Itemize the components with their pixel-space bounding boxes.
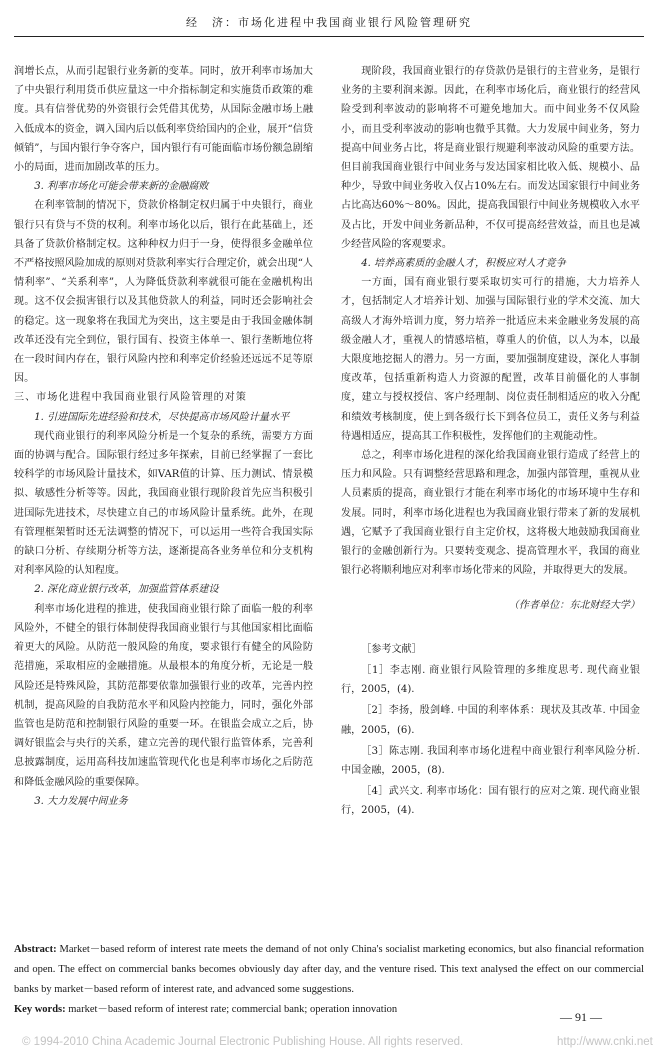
reference-item: ［1］李志刚. 商业银行风险管理的多维度思考. 现代商业银行，2005，(4). [341, 664, 640, 696]
english-abstract [14, 940, 644, 1020]
references [341, 640, 640, 821]
section-subheading: 3. 利率市场化可能会带来新的金融腐败 [34, 181, 209, 193]
paragraph: 润增长点，从而引起银行业务新的变革。同时，放开利率市场加大了中央银行利用货币供应量这一中介指标制定和实施货币政策的难度。具有信誉优势的外资银行会凭借其优势，从国际金融市场上融入低成本的资金，调入国内后以低利率贷给国内的企业，展开“信贷倾销”，与国内银行争夺客户，国内银行有可能面临市场份额急剧缩小的局面，进而加剧改革的压力。 [14, 66, 313, 174]
section-subheading: 3. 大力发展中间业务 [34, 795, 128, 807]
author-affiliation: （作者单位：东北财经大学） [508, 600, 640, 612]
reference-item: ［3］陈志刚. 我国利率市场化进程中商业银行利率风险分析. 中国金融，2005，(8). [341, 745, 640, 776]
section-subheading: 2. 深化商业银行改革，加强监管体系建设 [34, 584, 219, 596]
left-column [14, 62, 313, 811]
abstract-label: Abstract: [14, 944, 57, 955]
section-subheading: 1. 引进国际先进经验和技术，尽快提高市场风险计量水平 [34, 411, 290, 423]
right-column [341, 62, 640, 821]
footer-url[interactable]: http://www.cnki.net [557, 1036, 653, 1048]
running-header: 经 济：市场化进程中我国商业银行风险管理研究 [14, 10, 644, 37]
keywords-label: Key words: [14, 1004, 66, 1015]
section-heading: 三、市场化进程中我国商业银行风险管理的对策 [14, 392, 247, 404]
paragraph: 现阶段，我国商业银行的存贷款仍是银行的主营业务，是银行业务的主要利润来源。因此，在利率市场化后，商业银行的经营风险受到利率波动的影响将不可避免地加大。而中间业务不仅风险小，而且受利率波动的影响也微乎其微。大力发展中间业务，努力提高中间业务占比，将是商业银行规避利率波动风险的重要方法。但目前我国商业银行中间业务与发达国家相比收入低、规模小、品种少，导致中间业务收入仅占10%左右。而发达国家银行中间业务占比高达60%～80%。因此，提高我国银行中间业务规模收入水平及占比，开发中间业务新品种，不仅可提高经营效益，而且也是减少经营风险的客观要求。 [341, 66, 640, 250]
references-title: ［参考文献］ [361, 643, 422, 655]
paragraph: 在利率管制的情况下，贷款价格制定权归属于中央银行，商业银行只有贷与不贷的权利。利率市场化以后，银行在此基础上，还具备了贷款价格制定权。这种种权力归于一身，使得很多金融单位不严格按照风险加成的原则对贷款利率实行合理定价，就会出现“人情利率”、“关系利率”，人为降低贷款利率就很可能在金融机构出现。这不仅会损害银行以及其他贷款人的利益，同时还会影响社会的稳定。这一现象将在我国尤为突出，这主要是由于我国金融体制改革还没有完全到位，银行国有、投资主体单一、银行垄断地位将在一段时间内存在，银行风险内控和利率定价经验还远远不足等原因。 [14, 200, 313, 385]
paragraph: 利率市场化进程的推进，使我国商业银行除了面临一般的利率风险外，不健全的银行体制使得我国商业银行与其他国家相比面临着更大的风险。从防范一般风险的角度，要求银行有健全的风险防范措施，采取相应的金融措施。从最根本的角度分析，无论是一般风险还是特殊风险，其防范都要依靠加强银行业的改革，完善内控机制，提高风险的自我防范水平和风险内控能力，同时，强化外部监管也是防范和控制银行风险的重要一环。在银监会成立之后，协调好银监会与央行的关系，建立完善的现代银行监管体系，完善利息披露制度，运用高科技加速监管现代化也是利率市场化之后防范和降低金融风险的重要保障。 [14, 603, 313, 788]
section-subheading: 4. 培养高素质的金融人才，积极应对人才竞争 [361, 258, 566, 270]
paragraph: 一方面，国有商业银行要采取切实可行的措施，大力培养人才，包括制定人才培养计划、加强与国际银行业的学术交流、加大高级人才海外培训力度，努力培养一批适应未来金融业务发展的高级金融人才，重视人的情感培植，尊重人的价值，以人为本，以最大限度地挖掘人的潜力。另一方面，要加强制度建设，深化人事制度改革，包括重新构造人力资源的配置，改革目前僵化的人事制度，建立与授权授信、客户经理制、岗位责任制相适应的收入分配和绩效考核制度，使上到各级行长下到各位员工，责任义务与利益待遇相适应，提高其工作积极性，发挥他们的主观能动性。 [341, 277, 640, 442]
page-number: — 91 — [560, 1010, 602, 1024]
keywords-text: market－based reform of interest rate; commercial bank; operation innovation [65, 1004, 398, 1015]
abstract-text: Market－based reform of interest rate meets the demand of not only China's socialist marketing economics, but also financial reformation and open. The effect on commercial banks becomes obviously day after day, and the venture rised. This text analysed the effect on our commercial banks by market－based reform of interest rate, and advanced some suggestions. [14, 944, 644, 995]
reference-item: ［2］李扬，殷剑峰. 中国的利率体系：现状及其改革. 中国金融，2005，(6). [341, 705, 640, 736]
copyright-text: © 1994-2010 China Academic Journal Electronic Publishing House. All rights reserved. [22, 1036, 464, 1048]
keywords-block [14, 1000, 644, 1020]
paragraph: 现代商业银行的利率风险分析是一个复杂的系统，需要方方面面的协调与配合。国际银行经过多年探索，目前已经掌握了一套比较科学的市场风险计量技术，如VAR值的计算、压力测试、情景模拟、敏感性分析等等。因此，我国商业银行现阶段首先应当积极引进国际先进技术，尽快建立自己的市场风险计量系统。此外，在现有管理框架暂时还无法调整的情况下，可以运用一些符合我国实际的缺口分析、存续期分析等方法，逐渐提高各业务单位和分支机构对利率风险的认知程度。 [14, 430, 313, 577]
paragraph: 总之，利率市场化进程的深化给我国商业银行造成了经营上的压力和风险。只有调整经营思路和理念，加强内部管理，重视从业人员素质的提高，商业银行才能在利率市场化的市场环境中生存和发展。同时，利率市场化进程也为我国商业银行带来了新的发展机遇，它赋予了我国商业银行自主定价权，这将极大地鼓励我国商业银行的金融创新行为。只要转变观念、提高管理水平，我国的商业银行必将顺利地应对利率市场化带来的风险，并取得更大的发展。 [341, 450, 640, 577]
abstract-block [14, 940, 644, 1000]
reference-item: ［4］武兴文. 利率市场化：国有银行的应对之策. 现代商业银行，2005，(4). [341, 786, 640, 817]
copyright-footer [22, 1036, 652, 1048]
